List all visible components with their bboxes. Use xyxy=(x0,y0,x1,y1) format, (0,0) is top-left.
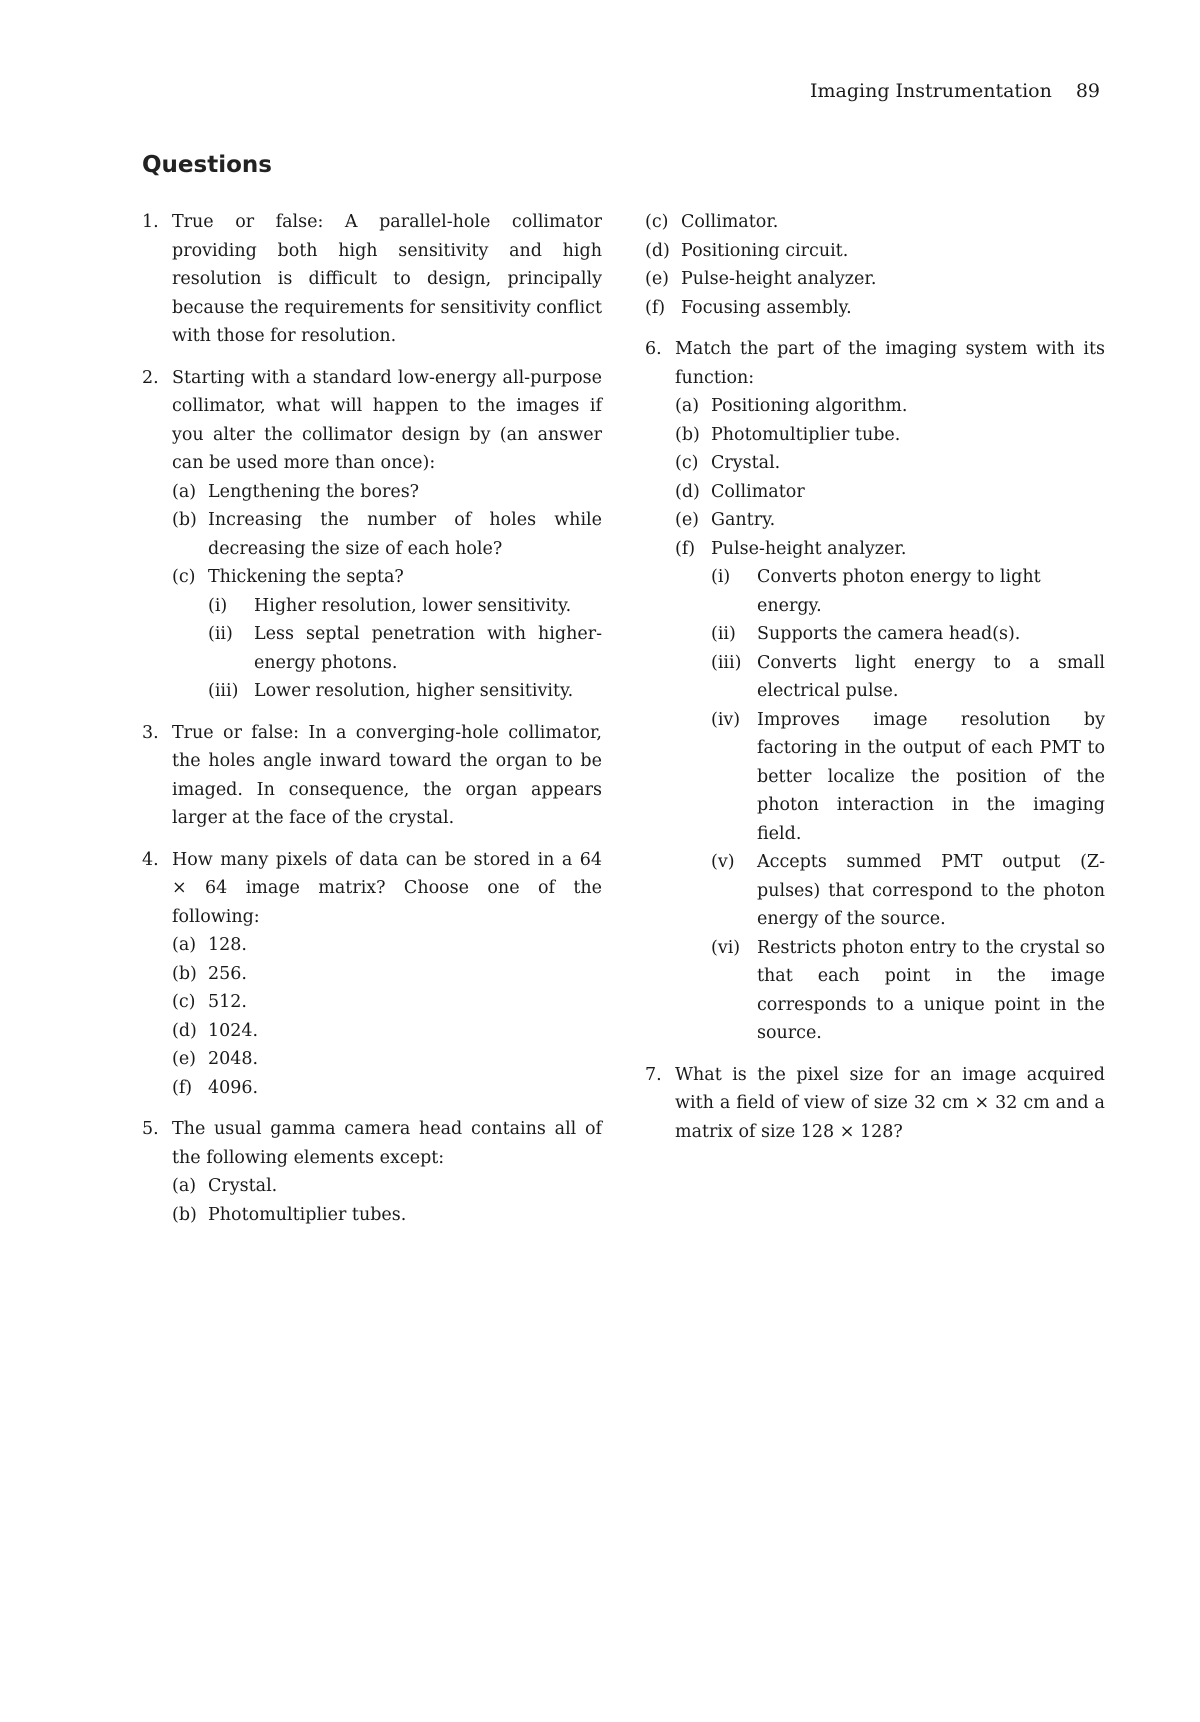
option-label: (c) xyxy=(645,212,669,232)
option-label: (d) xyxy=(645,240,670,261)
option-text: 512. xyxy=(208,992,247,1012)
sub-option xyxy=(675,706,1105,849)
answer-option xyxy=(675,449,1105,478)
answer-option xyxy=(172,478,602,507)
option-text: Lengthening the bores? xyxy=(208,481,420,502)
answer-option xyxy=(675,421,1105,450)
section-heading: Questions xyxy=(142,152,272,178)
question-1 xyxy=(142,208,602,351)
answer-option xyxy=(172,1074,602,1103)
answer-option xyxy=(645,265,1105,294)
sub-option xyxy=(675,649,1105,706)
sub-option-label: (ii) xyxy=(711,624,736,644)
option-label: (f) xyxy=(172,1077,193,1098)
answer-option xyxy=(645,237,1105,266)
answer-option xyxy=(645,294,1105,323)
sub-option-text: Less septal penetration with higher-energy photons. xyxy=(254,624,602,673)
option-label: (b) xyxy=(172,510,197,530)
sub-option xyxy=(172,677,602,706)
answer-option xyxy=(675,478,1105,507)
sub-option-text: Lower resolution, higher sensitivity. xyxy=(254,681,574,701)
sub-option-text: Improves image resolution by factoring in the output of each PMT to better localize the position of the photon interaction in the imaging field. xyxy=(757,709,1105,844)
option-text: Positioning algorithm. xyxy=(711,396,908,416)
option-text: Photomultiplier tube. xyxy=(711,424,901,445)
left-column xyxy=(142,208,602,1242)
question-text: True or false: In a converging-hole collimator, the holes angle inward toward the organ to be imaged. In consequence, the organ appears larger at the face of the crystal. xyxy=(172,722,602,828)
option-text: 1024. xyxy=(208,1020,259,1041)
option-label: (a) xyxy=(172,481,197,502)
option-text: Pulse-height analyzer. xyxy=(711,538,907,559)
answer-option xyxy=(172,1172,602,1201)
option-text: Photomultiplier tubes. xyxy=(208,1204,407,1225)
question-text: Starting with a standard low-energy all-purpose collimator, what will happen to the images if you alter the collimator design by (an answer can be used more than once): xyxy=(172,367,602,473)
right-column xyxy=(645,208,1105,1159)
option-label: (e) xyxy=(675,510,700,530)
answer-option xyxy=(172,1017,602,1046)
answer-option xyxy=(172,563,602,592)
question-number: 5. xyxy=(142,1119,159,1139)
question-6 xyxy=(645,335,1105,1048)
option-text: Focusing assembly. xyxy=(681,297,852,318)
option-text: 4096. xyxy=(208,1077,259,1098)
option-text: 128. xyxy=(208,935,247,955)
sub-option-text: Supports the camera head(s). xyxy=(757,624,1021,644)
option-label: (e) xyxy=(645,269,670,289)
sub-option xyxy=(675,934,1105,1048)
sub-option xyxy=(675,848,1105,934)
sub-option-label: (iv) xyxy=(711,709,741,730)
option-text: Positioning circuit. xyxy=(681,240,849,261)
sub-option-text: Converts light energy to a small electrical pulse. xyxy=(757,652,1105,701)
option-label: (b) xyxy=(675,424,700,445)
question-5 xyxy=(142,1115,602,1229)
question-4 xyxy=(142,846,602,1103)
question-text: How many pixels of data can be stored in a 64 × 64 image matrix? Choose one of the following: xyxy=(172,849,602,927)
answer-option xyxy=(675,535,1105,564)
answer-option xyxy=(172,506,602,563)
answer-option xyxy=(172,931,602,960)
option-text: 2048. xyxy=(208,1049,259,1069)
sub-option xyxy=(675,563,1105,620)
sub-option xyxy=(172,620,602,677)
question-2 xyxy=(142,364,602,706)
question-number: 4. xyxy=(142,849,159,870)
sub-option-label: (v) xyxy=(711,852,735,872)
option-label: (b) xyxy=(172,963,197,984)
option-text: Collimator xyxy=(711,481,805,502)
question-text: What is the pixel size for an image acquired with a field of view of size 32 cm × 32 cm and a matrix of size 128 × 128? xyxy=(675,1064,1105,1142)
question-text: Match the part of the imaging system with its function: xyxy=(675,339,1105,388)
option-label: (a) xyxy=(675,396,700,416)
sub-option-text: Converts photon energy to light energy. xyxy=(757,567,1041,616)
question-text: True or false: A parallel-hole collimator providing both high sensitivity and high resolution is difficult to design, principally because the requirements for sensitivity conflict with those for resolution. xyxy=(172,212,602,346)
option-text: Collimator. xyxy=(681,212,779,232)
sub-option-label: (iii) xyxy=(208,681,239,701)
question-text: The usual gamma camera head contains all of the following elements except: xyxy=(172,1119,602,1168)
answer-option xyxy=(172,988,602,1017)
option-text: Pulse-height analyzer. xyxy=(681,269,877,289)
option-label: (c) xyxy=(172,992,196,1012)
question-3 xyxy=(142,719,602,833)
option-label: (c) xyxy=(675,453,699,473)
option-label: (b) xyxy=(172,1204,197,1225)
option-label: (a) xyxy=(172,1176,197,1196)
option-text: Gantry. xyxy=(711,510,776,530)
question-number: 2. xyxy=(142,367,159,388)
question-5-continued xyxy=(645,208,1105,322)
answer-option xyxy=(675,506,1105,535)
sub-option-label: (vi) xyxy=(711,937,741,958)
option-label: (f) xyxy=(645,297,666,318)
sub-option-label: (i) xyxy=(711,567,731,587)
option-text: Crystal. xyxy=(208,1176,278,1196)
question-7 xyxy=(645,1061,1105,1147)
sub-option-text: Restricts photon entry to the crystal so that each point in the image corresponds to a unique point in the source. xyxy=(757,937,1105,1043)
page-number: 89 xyxy=(1075,80,1100,102)
sub-option-label: (ii) xyxy=(208,624,233,644)
option-label: (f) xyxy=(675,538,696,559)
sub-option-label: (i) xyxy=(208,595,228,616)
answer-option xyxy=(172,1045,602,1074)
sub-option xyxy=(172,592,602,621)
option-text: Thickening the septa? xyxy=(208,567,404,587)
option-text: Increasing the number of holes while decreasing the size of each hole? xyxy=(208,510,602,559)
sub-option-label: (iii) xyxy=(711,652,742,673)
question-number: 1. xyxy=(142,212,159,232)
answer-option xyxy=(172,960,602,989)
running-title: Imaging Instrumentation xyxy=(810,80,1052,102)
sub-option-text: Higher resolution, lower sensitivity. xyxy=(254,595,572,616)
option-text: Crystal. xyxy=(711,453,781,473)
option-label: (e) xyxy=(172,1049,197,1069)
question-number: 7. xyxy=(645,1064,662,1085)
option-label: (d) xyxy=(675,481,700,502)
option-label: (d) xyxy=(172,1020,197,1041)
question-number: 3. xyxy=(142,722,159,743)
option-label: (c) xyxy=(172,567,196,587)
answer-option xyxy=(645,208,1105,237)
option-label: (a) xyxy=(172,935,197,955)
sub-option xyxy=(675,620,1105,649)
sub-option-text: Accepts summed PMT output (Z-pulses) that correspond to the photon energy of the source. xyxy=(757,852,1105,929)
answer-option xyxy=(675,392,1105,421)
question-number: 6. xyxy=(645,339,662,359)
option-text: 256. xyxy=(208,963,247,984)
running-header xyxy=(810,80,1100,106)
answer-option xyxy=(172,1201,602,1230)
